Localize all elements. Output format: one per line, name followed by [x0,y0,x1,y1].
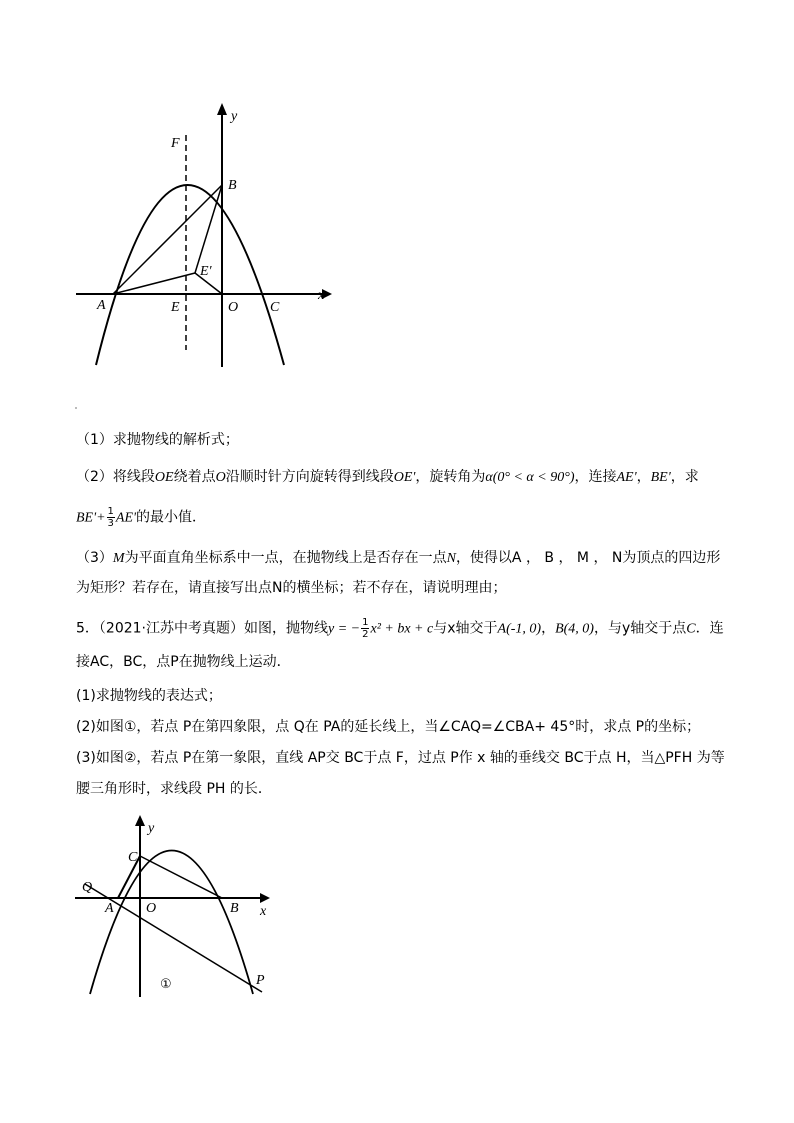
q3-t2: ，使得以A ， B ， M ， N为顶点的四边形 [455,550,721,566]
label-P: P [256,973,265,988]
q3-N: N [446,551,456,566]
problem-5-sub3-line2: 腰三角形时，求线段 PH 的长． [76,781,272,797]
p5-fraction [361,617,369,640]
label-C: C [270,300,280,315]
p5-t1: 与x轴交于 [433,620,498,637]
p5-A: A(-1, 0) [497,621,542,637]
problem-5-sub3-line1: (3)如图②，若点 P在第一象限，直线 AP交 BC于点 F，过点 P作 x 轴的垂线交 BC于点 H，当△PFH 为等 [76,750,725,766]
label-y: y [148,821,155,836]
figure-1 [60,95,360,375]
p5-frac-den: 2 [362,629,369,640]
p5-t4: ．连 [695,620,724,637]
q2-sep: ， [636,469,651,485]
q2-OE2: OE' [393,470,416,485]
q2-OE: OE [154,470,174,485]
q2-frac-den: 3 [107,518,114,529]
problem-5-sub2: (2)如图①，若点 P在第四象限，点 Q在 PA的延长线上，当∠CAQ=∠CBA+ 45°时，求点 P的坐标； [76,719,701,735]
label-A: A [97,298,106,313]
y-axis-arrow [217,103,227,115]
problem-5-line2: 接AC，BC，点P在抛物线上运动． [76,654,291,670]
q2-AE: AE' [616,470,637,485]
p5-eq-y: y = − [328,621,361,637]
p5-t2: ， [541,620,556,637]
label-y: y [231,109,238,124]
segment-AE-prime [113,273,195,294]
p5-frac-num: 1 [362,617,369,628]
label-B: B [230,901,239,916]
q2-alpha: α(0° < α < 90°) [485,470,575,485]
q2-tail: 的最小值． [136,509,207,526]
label-E: E [171,300,180,315]
q2-O: O [215,470,226,485]
segment-CB [140,856,222,898]
label-O: O [146,901,157,916]
q3-M: M [112,551,125,566]
q2-fraction [107,506,115,529]
figure-2 [70,812,300,1002]
label-B: B [228,178,237,193]
problem-5-line1 [76,617,724,640]
q2-BE: BE' [650,470,671,485]
p5-head: 5．（2021·江苏中考真题）如图，抛物线 [76,620,328,637]
label-O: O [228,300,239,315]
q2-frac-num: 1 [107,506,114,517]
question-3-line2: 为矩形？若存在，请直接写出点N的横坐标；若不存在，请说明理由； [76,580,507,596]
p5-eq-rest: x² + bx + c [370,621,434,637]
label-x: x [260,904,267,919]
q2-mid4: ，连接 [574,469,617,485]
question-2-line1 [76,467,699,488]
q2-mid3: ，旋转角为 [415,469,486,485]
q3-t1: 为平面直角坐标系中一点，在抛物线上是否存在一点 [124,550,447,566]
label-Q: Q [82,880,93,895]
q2-prefix: （2）将线段 [76,469,155,485]
y-axis-arrow [135,815,145,826]
question-3-line1: （3）M为平面直角坐标系中一点，在抛物线上是否存在一点N，使得以A ， B ， M ， N为顶点的四边形 [76,550,721,566]
q2-mid2: 沿顺时针方向旋转得到线段 [225,469,394,485]
q2-expr-right: AE' [115,510,137,526]
p5-t3: ，与y轴交于点 [593,620,687,637]
q2-mid1: 绕着点 [173,469,216,485]
label-circle-1: ① [160,977,172,992]
label-F: F [171,136,180,151]
label-x: x [318,288,325,303]
problem-5-sub1: (1)求抛物线的表达式； [76,688,222,704]
stray-dot [75,407,77,409]
p5-B: B(4, 0) [555,621,594,637]
label-E-prime: E′ [200,264,212,279]
q2-expr-left: BE'+ [76,510,106,526]
p5-C: C [686,621,696,637]
label-C: C [128,850,138,865]
q2-end: ，求 [670,469,699,485]
question-2-line2 [76,506,206,529]
label-A: A [105,901,114,916]
x-axis-arrow [260,893,270,903]
question-1: （1）求抛物线的解析式； [76,432,239,448]
